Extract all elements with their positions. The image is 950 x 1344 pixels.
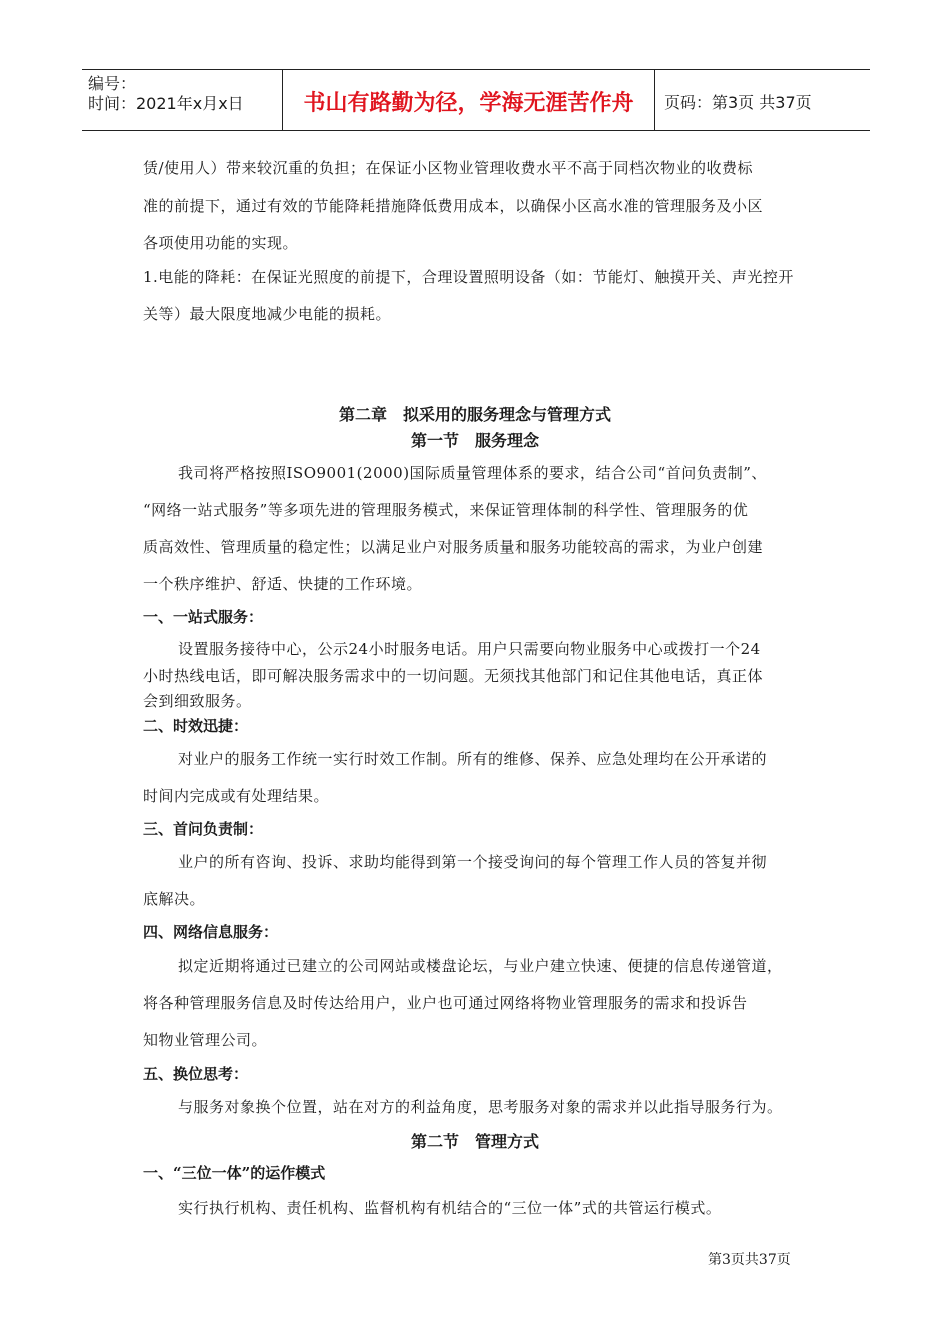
paragraph-line: 拟定近期将通过已建立的公司网站或楼盘论坛，与业户建立快速、便捷的信息传递管道，	[178, 957, 783, 975]
intro-line: 1.电能的降耗：在保证光照度的前提下，合理设置照明设备（如：节能灯、触摸开关、声光控开	[143, 268, 794, 286]
chapter-title: 第二章 拟采用的服务理念与管理方式	[338, 405, 611, 424]
intro-line: 准的前提下，通过有效的节能降耗措施降低费用成本，以确保小区高水准的管理服务及小区	[143, 197, 764, 215]
paragraph-line: “网络一站式服务”等多项先进的管理服务模式，来保证管理体制的科学性、管理服务的优	[143, 501, 749, 519]
header-motto: 书山有路勤为径，学海无涯苦作舟	[303, 91, 634, 116]
paragraph-line: 质高效性、管理质量的稳定性；以满足业户对服务质量和服务功能较高的需求，为业户创建	[143, 538, 764, 556]
subsection-title: 四、网络信息服务：	[143, 923, 279, 941]
paragraph-line: 一个秩序维护、舒适、快捷的工作环境。	[143, 575, 423, 593]
intro-line: 赁/使用人）带来较沉重的负担；在保证小区物业管理收费水平不高于同档次物业的收费标	[143, 159, 754, 177]
subsection-title: 二、时效迅捷：	[143, 717, 249, 735]
subsection-title: 一、“三位一体”的运作模式	[143, 1164, 326, 1182]
subsection-title: 一、一站式服务：	[143, 608, 264, 626]
paragraph-line: 设置服务接待中心，公示24小时服务电话。用户只需要向物业服务中心或拨打一个24	[178, 640, 761, 658]
header-motto-cell	[282, 70, 655, 130]
page-footer: 第3页共37页	[708, 1252, 791, 1268]
section-title: 第二节 管理方式	[410, 1132, 539, 1151]
paragraph-line: 对业户的服务工作统一实行时效工作制。所有的维修、保养、应急处理均在公开承诺的	[178, 750, 768, 768]
subsection-title: 三、首问负责制：	[143, 820, 264, 838]
document-time-label: 时间：2021年x月x日	[88, 94, 244, 113]
paragraph-line: 实行执行机构、责任机构、监督机构有机结合的“三位一体”式的共管运行模式。	[178, 1199, 722, 1217]
paragraph-line: 与服务对象换个位置，站在对方的利益角度，思考服务对象的需求并以此指导服务行为。	[178, 1098, 783, 1116]
document-number-label: 编号：	[88, 74, 137, 93]
paragraph-line: 知物业管理公司。	[143, 1031, 268, 1049]
paragraph-line: 将各种管理服务信息及时传达给用户，业户也可通过网络将物业管理服务的需求和投诉告	[143, 994, 748, 1012]
paragraph-line: 时间内完成或有处理结果。	[143, 787, 330, 805]
paragraph-line: 业户的所有咨询、投诉、求助均能得到第一个接受询问的每个管理工作人员的答复并彻	[178, 853, 768, 871]
header-page-number: 页码：第3页 共37页	[664, 93, 812, 112]
paragraph-line: 我司将严格按照ISO9001(2000)国际质量管理体系的要求，结合公司“首问负责制”、	[178, 464, 767, 482]
header-page-cell	[654, 70, 870, 130]
intro-line: 关等）最大限度地减少电能的损耗。	[143, 305, 392, 323]
paragraph-line: 底解决。	[143, 890, 206, 908]
paragraph-line: 小时热线电话，即可解决服务需求中的一切问题。无须找其他部门和记住其他电话，真正体	[143, 667, 764, 685]
section-title: 第一节 服务理念	[410, 431, 539, 450]
page-header	[82, 69, 870, 131]
subsection-title: 五、换位思考：	[143, 1065, 249, 1083]
intro-line: 各项使用功能的实现。	[143, 234, 299, 252]
paragraph-line: 会到细致服务。	[143, 692, 252, 710]
header-meta	[82, 70, 282, 130]
